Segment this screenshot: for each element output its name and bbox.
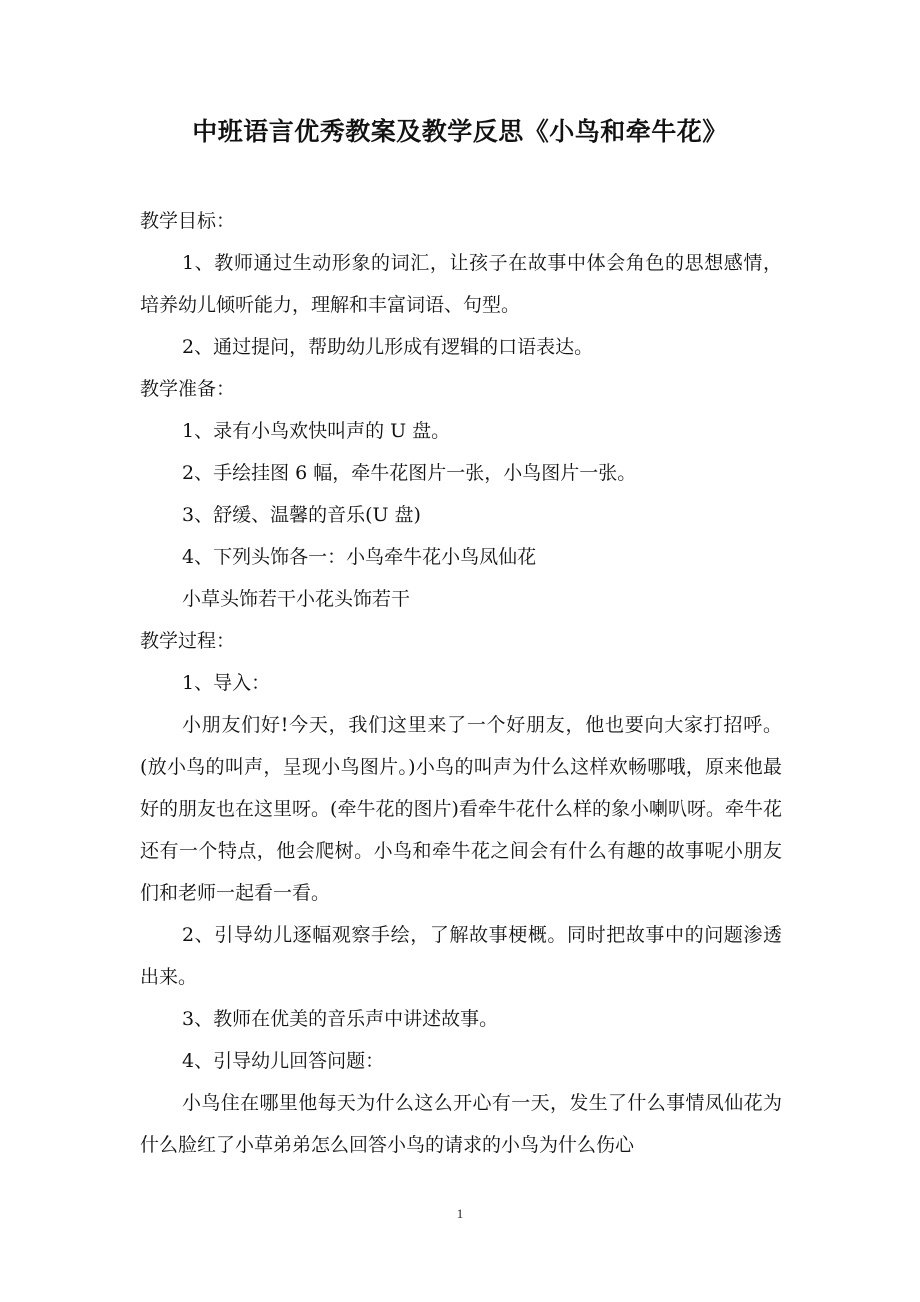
paragraph: 3、舒缓、温馨的音乐(U 盘) (182, 504, 421, 526)
paragraph: 小草头饰若干小花头饰若干 (182, 588, 411, 610)
document-title: 中班语言优秀教案及教学反思《小鸟和牵牛花》 (192, 117, 728, 146)
paragraph: 小鸟住在哪里他每天为什么这么开心有一天，发生了什么事情凤仙花为什么脸红了小草弟弟怎么回答小鸟的请求的小鸟为什么伤心 (140, 1092, 782, 1156)
document-body (140, 200, 782, 1166)
paragraph: 1、教师通过生动形象的词汇，让孩子在故事中体会角色的思想感情，培养幼儿倾听能力，理解和丰富词语、句型。 (140, 252, 782, 316)
paragraph: 教学准备： (140, 378, 236, 400)
paragraph: 4、引导幼儿回答问题： (182, 1050, 385, 1072)
paragraph: 1、录有小鸟欢快叫声的 U 盘。 (182, 420, 451, 442)
paragraph: 小朋友们好!今天，我们这里来了一个好朋友，他也要向大家打招呼。(放小鸟的叫声，呈现小鸟图片。)小鸟的叫声为什么这样欢畅哪哦，原来他最好的朋友也在这里呀。(牵牛花的图片)看牵牛花什么样的象小喇叭呀。牵牛花还有一个特点，他会爬树。小鸟和牵牛花之间会有什么有趣的故事呢小朋友们和老师一起看一看。 (140, 714, 782, 904)
paragraph: 2、引导幼儿逐幅观察手绘，了解故事梗概。同时把故事中的问题渗透出来。 (140, 924, 782, 988)
paragraph: 2、通过提问，帮助幼儿形成有逻辑的口语表达。 (182, 336, 594, 358)
paragraph: 2、手绘挂图 6 幅，牵牛花图片一张，小鸟图片一张。 (182, 462, 637, 484)
paragraph: 教学目标： (140, 210, 236, 232)
paragraph: 3、教师在优美的音乐声中讲述故事。 (182, 1008, 499, 1030)
paragraph: 教学过程： (140, 630, 236, 652)
paragraph: 4、下列头饰各一：小鸟牵牛花小鸟凤仙花 (182, 546, 537, 568)
page-number: 1 (456, 1206, 464, 1221)
paragraph: 1、导入： (182, 672, 271, 694)
